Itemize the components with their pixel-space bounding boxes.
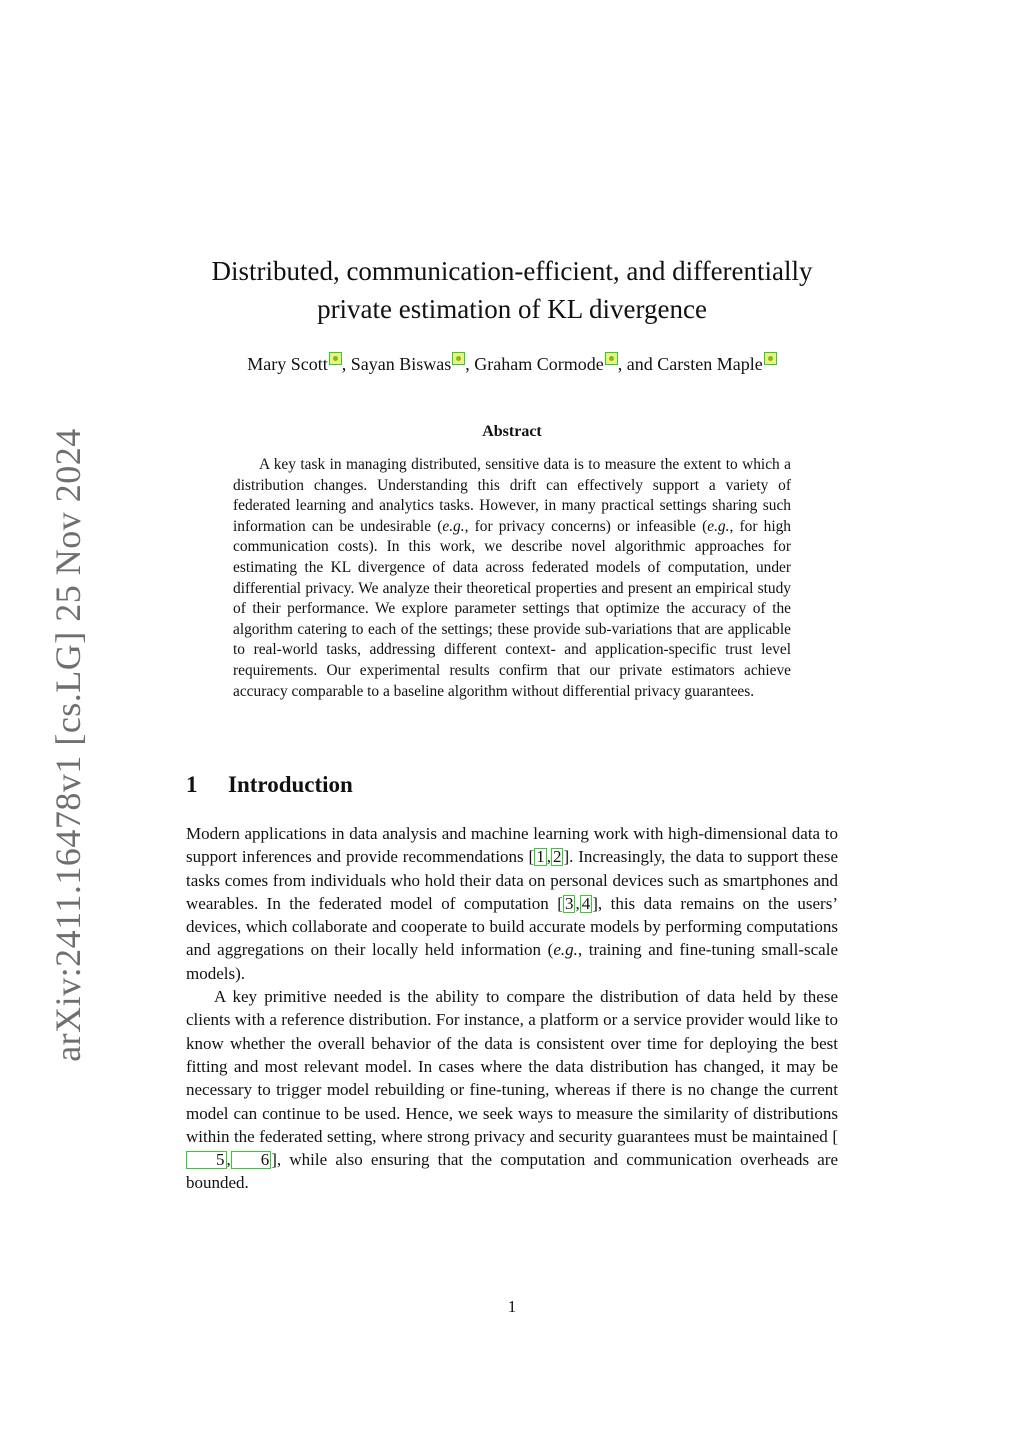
page-number: 1 <box>507 1297 517 1316</box>
citation-link[interactable]: 2 <box>552 847 562 867</box>
abstract-text-part: A key task in managing distributed, sensitive data is to measure the extent to which a distribution changes. Understanding this drift can effectively support a variety of federated learning and analytics tasks. However, in many practical settings sharing such information can be undesirable ( <box>233 456 791 535</box>
intro-text: , training and fine-tuning small-scale models). <box>186 940 838 983</box>
section-title: Introduction <box>228 772 353 797</box>
abstract-text-part: , for privacy concerns) or infeasible ( <box>464 517 708 535</box>
citation-link[interactable]: 1 <box>536 847 545 867</box>
intro-paragraph: A key primitive needed is the ability to compare the distribution of data held by these clients with a reference distribution. For instance, a platform or a service provider would like to know whether the overall behavior of the data is consistent over time for deploying the best fitting and most relevant model. In cases where the data distribution has changed, it may be necessary to trigger model rebuilding or fine-tuning, whereas if there is no change the current model can continue to be used. Hence, we seek ways to measure the similarity of distributions within the federated setting, where strong privacy and security guarantees must be maintained [5 , 6 ], while also ensuring that the computation and communication overheads are bounded. <box>186 987 838 1193</box>
author-separator: , and <box>617 354 658 374</box>
intro-text: Modern applications in data analysis and machine learning work with high-dimensional data to support inferences and provide recommendations <box>186 824 838 867</box>
arxiv-side-stamp: arXiv:2411.16478v1 [cs.LG] 25 Nov 2024 <box>48 428 88 1062</box>
introduction-body <box>186 822 838 1195</box>
intro-text: A key primitive needed is the ability to compare the distribution of data held by these clients with a reference distribution. For instance, a platform or a service provider would like to know whether the overall behavior of the data is consistent over time for deploying the best fitting and most relevant model. In cases where the data distribution has changed, it may be necessary to trigger model rebuilding or fine-tuning, whereas if there is no change the current model can continue to be used. Hence, we seek ways to measure the similarity of distributions within the federated setting, where strong privacy and security guarantees must be maintained <box>186 987 838 1146</box>
abstract-eg: e.g. <box>442 517 465 535</box>
author-name: Graham Cormode <box>474 354 604 374</box>
citation-link[interactable]: 4 <box>581 893 591 913</box>
author-name: Carsten Maple <box>657 354 763 374</box>
abstract-text <box>233 455 791 702</box>
intro-paragraph: Modern applications in data analysis and machine learning work with high-dimensional data to support inferences and provide recommendations [ 1 , 2 ]. Increasingly, the data to support these tasks comes from individuals who hold their data on personal devices such as smartphones and wearables. In the federated model of computation [ 3 , 4 ], this data remains on the users’ devices, which collaborate and cooperate to build accurate models by performing computations and aggregations on their locally held information (e.g., training and fine-tuning small-scale models). <box>186 824 839 983</box>
title-line-2: private estimation of KL divergence <box>317 294 707 324</box>
section-heading <box>186 772 353 798</box>
intro-text: , while also ensuring that the computation and communication overheads are bounded. <box>186 1150 838 1193</box>
orcid-icon[interactable] <box>764 352 777 365</box>
author-name: Mary Scott <box>247 354 328 374</box>
abstract-eg: e.g. <box>707 517 730 535</box>
citation-link[interactable]: 6 <box>231 1151 272 1169</box>
section-number: 1 <box>186 772 198 797</box>
orcid-icon[interactable] <box>605 352 618 365</box>
author-separator: , <box>341 354 351 374</box>
citation-link[interactable]: 5 <box>186 1151 227 1169</box>
orcid-icon[interactable] <box>329 352 342 365</box>
author-name: Sayan Biswas <box>350 354 452 374</box>
citation-link[interactable]: 3 <box>564 893 574 913</box>
author-separator: , <box>465 354 475 374</box>
orcid-icon[interactable] <box>452 352 465 365</box>
title-line-1: Distributed, communication-efficient, and differentially <box>211 256 813 286</box>
abstract-heading: Abstract <box>482 423 542 440</box>
intro-eg: e.g. <box>553 940 578 960</box>
paper-title <box>150 252 874 328</box>
intro-text: . Increasingly, the data to support these tasks comes from individuals who hold their data on personal devices such as smartphones and wearables. In the federated model of computation <box>186 847 839 913</box>
intro-text: , this data remains on the users’ devices, which collaborate and cooperate to build accurate models by performing computations and aggregations on their locally held information ( <box>186 893 838 960</box>
abstract-text-part: , for high communication costs). In this work, we describe novel algorithmic approaches for estimating the KL divergence of data across federated models of computation, under differential privacy. We analyze their theoretical properties and present an empirical study of their performance. We explore parameter settings that optimize the accuracy of the algorithm catering to each of the settings; these provide sub-variations that are applicable to real-world tasks, addressing different context- and application-specific trust level requirements. Our experimental results confirm that our private estimators achieve accuracy comparable to a baseline algorithm without differential privacy guarantees. <box>233 517 791 700</box>
author-list <box>150 350 874 377</box>
